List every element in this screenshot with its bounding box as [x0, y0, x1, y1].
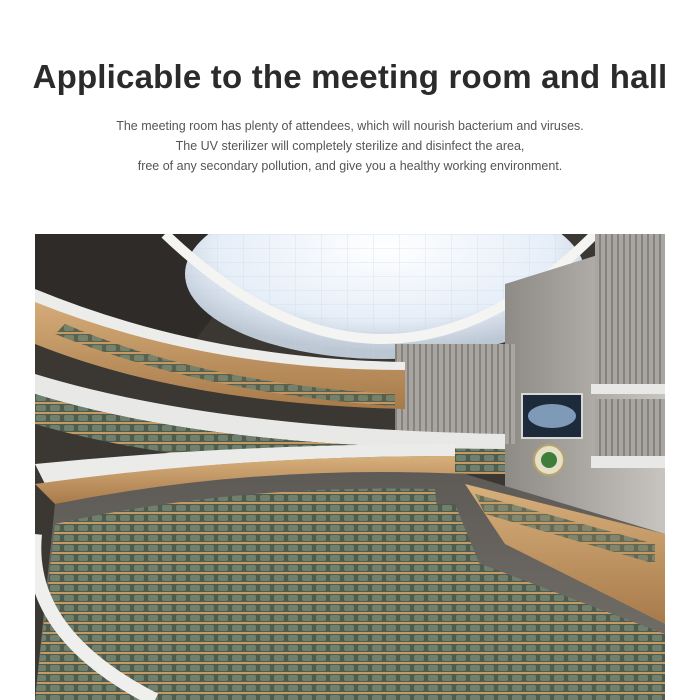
back-wall — [395, 344, 515, 444]
description-text — [0, 116, 700, 176]
description-line-3: free of any secondary pollution, and give you a healthy working environment. — [137, 159, 563, 173]
hall-illustration — [35, 234, 665, 700]
assembly-hall-photo — [35, 234, 665, 700]
page-headline: Applicable to the meeting room and hall — [32, 58, 668, 95]
description-line-2: The UV sterilizer will completely sterilize and disinfect the area, — [175, 139, 525, 153]
right-slats-lower — [595, 399, 665, 459]
right-slats-upper — [595, 234, 665, 384]
description-line-1: The meeting room has plenty of attendees, which will nourish bacterium and viruses. — [116, 119, 584, 133]
